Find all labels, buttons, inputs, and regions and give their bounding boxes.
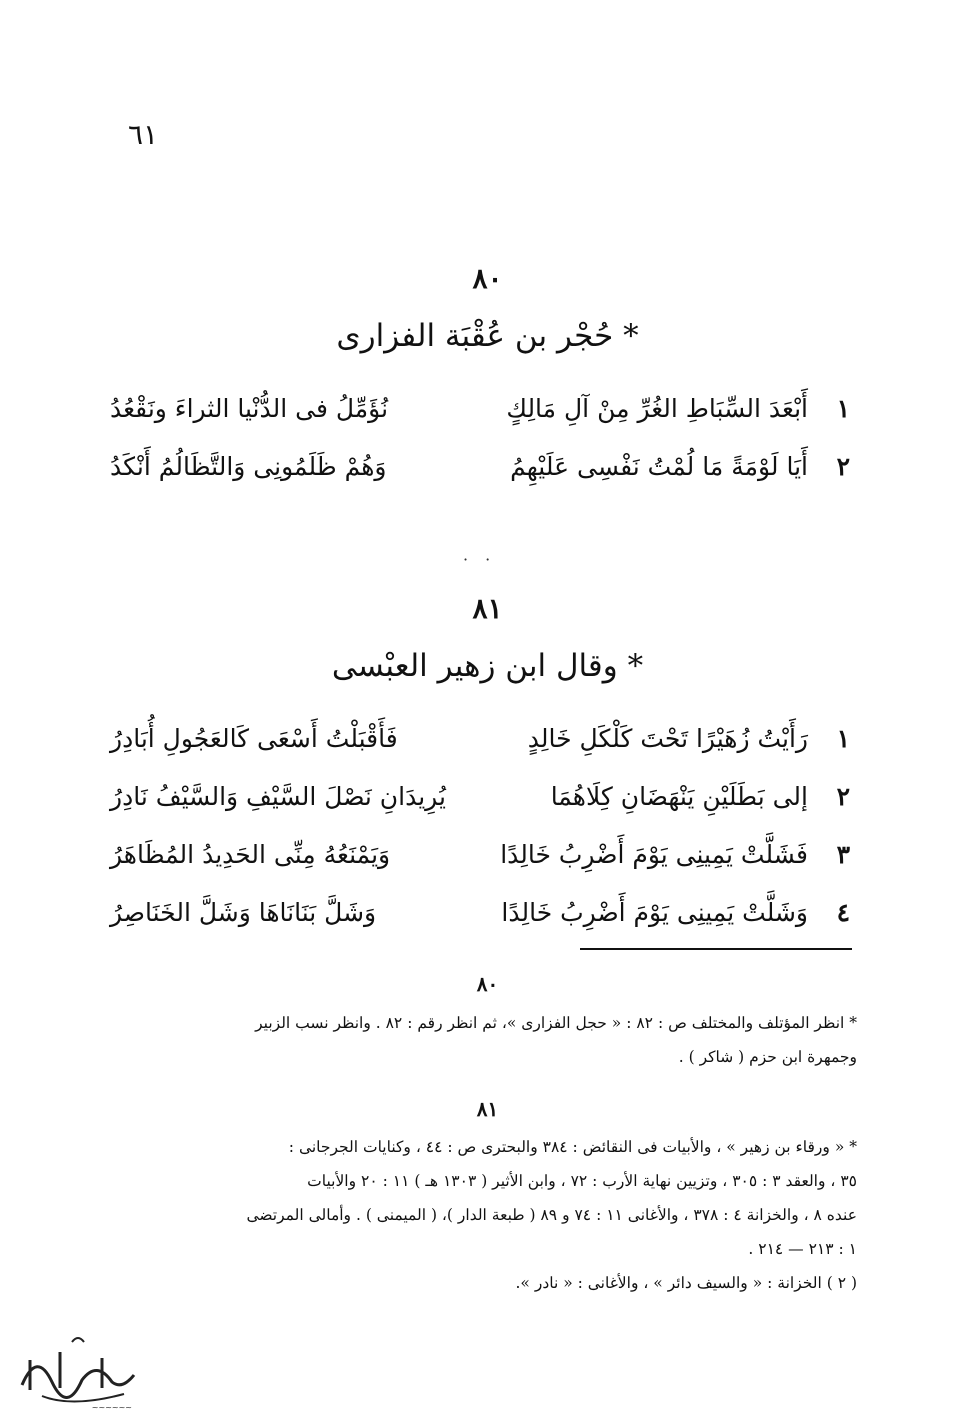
verse-line	[110, 388, 850, 436]
verse-first-hemistich: رَأَيْتُ زُهَيْرًا تَحْتَ كَلْكَلِ خَالِدٍ	[527, 724, 808, 753]
footnote-text	[122, 1130, 857, 1300]
footnote-number: ٨٠	[476, 972, 499, 996]
verse-line	[110, 446, 850, 494]
footnote-line: ١ : ٢١٣ — ٢١٤ .	[748, 1240, 857, 1258]
verse-second-hemistich: فَأَقْبَلْتُ أَسْعَى كَالعَجُولِ أُبَادِرُ	[110, 724, 398, 753]
verse-line	[110, 718, 850, 766]
verse-number: ١	[836, 394, 850, 423]
verse-number: ٢	[836, 452, 850, 481]
verse-second-hemistich: نُؤَمِّلُ فى الدُّنْيا الثراءَ ونَقْعُدُ	[110, 394, 389, 423]
footnote-number: ٨١	[476, 1097, 499, 1121]
page-number: ٦١	[128, 118, 159, 151]
footnote-text	[122, 1006, 857, 1074]
verse-second-hemistich: وَشَلَّ بَنَانَاهَا وَشَلَّ الخَنَاصِرُ	[110, 898, 377, 927]
verse-second-hemistich: وَيَمْنَعُهُ مِنِّى الحَدِيدُ المُظَاهَرُ	[110, 840, 391, 869]
verse-line	[110, 892, 850, 940]
verse-number: ١	[836, 724, 850, 753]
verse-second-hemistich: وَهُمْ ظَلَمُونِى وَالتَّظَالُمُ أَنْكَدُ	[110, 452, 387, 481]
verse-first-hemistich: فَشَلَّتْ يَمِينِى يَوْمَ أَضْرِبُ خَالِدًا	[500, 840, 808, 869]
verse-number: ٣	[836, 840, 850, 869]
footnote-line: عنده ٨ ، والخزانة ٤ : ٣٧٨ ، والأغانى ١١ : ٧٤ و ٨٩ ( طبعة الدار )، ( الميمنى ) . وأمالى المرتضى	[246, 1206, 857, 1224]
svg-text:~~~~~~: ~~~~~~	[91, 1403, 132, 1412]
library-stamp-logo	[12, 1330, 140, 1415]
footnote-line: * انظر المؤتلف والمختلف ص : ٨٢ : « حجل الفزارى »، ثم انظر رقم : ٨٢ . وانظر نسب الزبير	[255, 1014, 857, 1032]
footnote-divider	[580, 948, 852, 950]
poem-number: ٨١	[472, 592, 503, 625]
verse-line	[110, 834, 850, 882]
verse-number: ٤	[836, 898, 850, 927]
footnote-line: وجمهرة ابن حزم ( شاكر ) .	[678, 1048, 857, 1066]
verse-first-hemistich: أَبْعَدَ السِّبَاطِ الغُرِّ مِنْ آلِ مَالِكٍ	[506, 394, 808, 423]
poem-number: ٨٠	[472, 262, 503, 295]
footnote-line: ٣٥ ، والعقد ٣ : ٣٠٥ ، وتزيين نهاية الأرب : ٧٢ ، وابن الأثير ( ١٣٠٣ هـ ) ١١ : ٢٠ والأبيات	[307, 1172, 857, 1190]
scan-dots: · ·	[463, 550, 497, 569]
poem-title: وقال ابن زهير العبْسى *	[331, 648, 644, 684]
poem-title: حُجْر بن عُقْبَة الفزارى *	[336, 318, 639, 354]
verse-second-hemistich: يُرِيدَانِ نَصْلَ السَّيْفِ وَالسَّيْفُ نَادِرُ	[110, 782, 446, 811]
verse-first-hemistich: أَيَا لَوْمَةً مَا لُمْتُ نَفْسِى عَلَيْهِمُ	[510, 452, 808, 481]
footnote-line: * « ورقاء بن زهير » ، والأبيات فى النقائض : ٣٨٤ والبحترى ص : ٤٤ ، وكنايات الجرجانى :	[288, 1138, 857, 1156]
verse-first-hemistich: وَشَلَّتْ يَمِينِى يَوْمَ أَضْرِبُ خَالِدًا	[501, 898, 808, 927]
footnote-line: ( ٢ ) الخزانة : « والسيف دائر » ، والأغانى : « نادر ».	[515, 1274, 857, 1292]
verse-line	[110, 776, 850, 824]
verse-first-hemistich: إلى بَطَلَيْنِ يَنْهَضَانِ كِلَاهُمَا	[550, 782, 808, 811]
verse-number: ٢	[836, 782, 850, 811]
